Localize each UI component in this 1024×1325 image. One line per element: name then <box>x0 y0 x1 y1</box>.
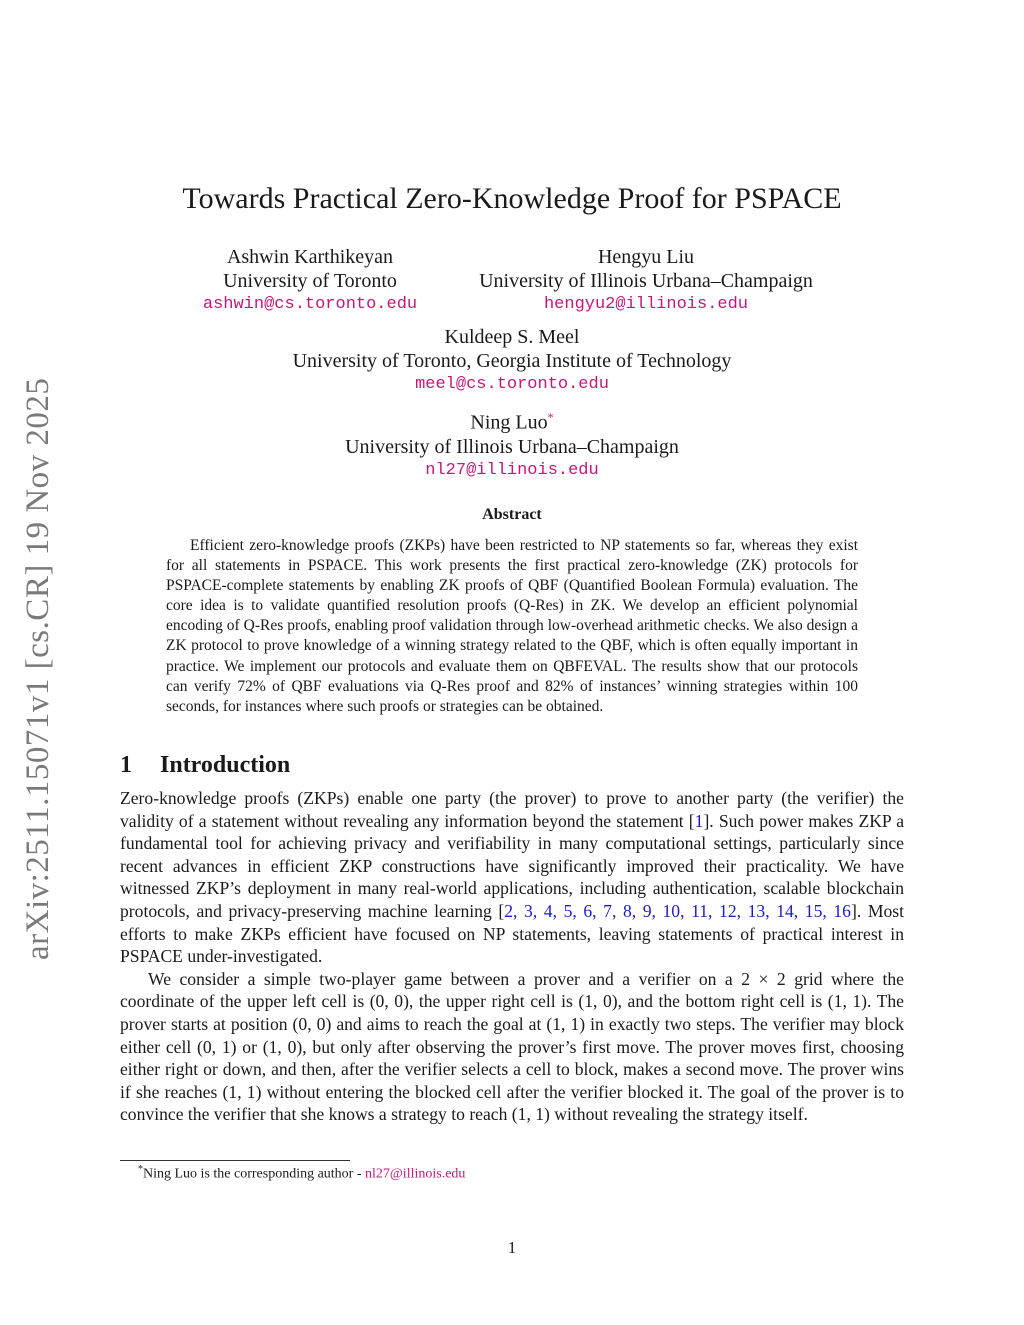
footnote-divider <box>120 1160 350 1161</box>
abstract-text: Efficient zero-knowledge proofs (ZKPs) have been restricted to NP statements so far, whereas they exist for all statements in PSPACE. This work presents the first practical zero-knowledge (ZK) protocols for PSPACE-complete statements by enabling ZK proofs of QBF (Quantified Boolean Formula) evaluation. The core idea is to validate quantified resolution proofs (Q-Res) in ZK. We develop an efficient polynomial encoding of Q-Res proofs, enabling proof validation through low-overhead arithmetic checks. We also design a ZK protocol to prove knowledge of a winning strategy related to the QBF, which is often equally important in practice. We implement our protocols and evaluate them on QBFEVAL. The results show that our protocols can verify 72% of QBF evaluations via Q-Res proof and 82% of instances’ winning strategies within 100 seconds, for instances where such proofs or strategies can be obtained. <box>166 537 858 715</box>
paper-title: Towards Practical Zero-Knowledge Proof for PSPACE <box>182 182 842 215</box>
footnote: *Ning Luo is the corresponding author - nl27@illinois.edu <box>138 1164 466 1182</box>
paragraph: Zero-knowledge proofs (ZKPs) enable one party (the prover) to prove to another party (the verifier) the validity of a statement without revealing any information beyond the statement [1]. Such power makes ZKP a fundamental tool for achieving privacy and verifiability in many computational settings, particularly since recent advances in efficient ZKP constructions have significantly improved their practicality. We have witnessed ZKP’s deployment in many real-world applications, including authentication, scalable blockchain protocols, and privacy-preserving machine learning [2, 3, 4, 5, 6, 7, 8, 9, 10, 11, 12, 13, 14, 15, 16]. Most efforts to make ZKPs efficient have focused on NP statements, leaving statements of practical interest in PSPACE under-investigated. <box>120 788 905 967</box>
author-block <box>200 405 824 483</box>
author-block <box>440 245 852 317</box>
footnote-email-link[interactable]: nl27@illinois.edu <box>365 1166 466 1182</box>
author-name: Hengyu Liu <box>597 246 695 268</box>
author-affiliation: University of Toronto <box>223 270 397 292</box>
author-email[interactable]: hengyu2@illinois.edu <box>543 295 749 314</box>
page-number: 1 <box>507 1238 517 1257</box>
author-affiliation: University of Illinois Urbana–Champaign <box>345 435 679 458</box>
author-name: Ning Luo* <box>470 410 554 434</box>
author-affiliation: University of Illinois Urbana–Champaign <box>479 270 813 292</box>
footnote-marker[interactable]: * <box>547 410 554 424</box>
section-heading <box>120 752 290 779</box>
author-name: Ashwin Karthikeyan <box>226 246 394 268</box>
author-block <box>180 245 440 317</box>
citation-link[interactable]: 1 <box>694 810 704 831</box>
abstract-heading: Abstract <box>482 506 542 523</box>
author-name: Kuldeep S. Meel <box>444 326 580 348</box>
author-email[interactable]: nl27@illinois.edu <box>425 460 599 480</box>
section-title: Introduction <box>160 752 291 778</box>
paragraph: We consider a simple two-player game between a prover and a verifier on a 2 × 2 grid where the coordinate of the upper left cell is (0, 0), the upper right cell is (1, 0), and the bottom right cell is (1, 1). The prover starts at position (0, 0) and aims to reach the goal at (1, 1) in exactly two steps. The verifier may block either cell (0, 1) or (1, 0), but only after observing the prover’s first move. The prover moves first, choosing either right or down, and then, after the verifier selects a cell to block, makes a second move. The prover wins if she reaches (1, 1) without entering the blocked cell after the verifier blocked it. The goal of the prover is to convince the verifier that she knows a strategy to reach (1, 1) without revealing the strategy itself. <box>120 968 904 1125</box>
footnote-marker: * <box>138 1164 143 1175</box>
citation-link[interactable]: 2, 3, 4, 5, 6, 7, 8, 9, 10, 11, 12, 13, 14, 15, 16 <box>504 900 851 921</box>
section-body <box>120 787 904 1126</box>
section-number: 1 <box>120 752 132 778</box>
arxiv-identifier: arXiv:2511.15071v1 [cs.CR] 19 Nov 2025 <box>20 377 56 960</box>
author-email[interactable]: ashwin@cs.toronto.edu <box>202 295 418 314</box>
author-affiliation: University of Toronto, Georgia Institute of Technology <box>292 350 732 372</box>
author-email[interactable]: meel@cs.toronto.edu <box>415 375 609 394</box>
author-block <box>200 325 824 397</box>
